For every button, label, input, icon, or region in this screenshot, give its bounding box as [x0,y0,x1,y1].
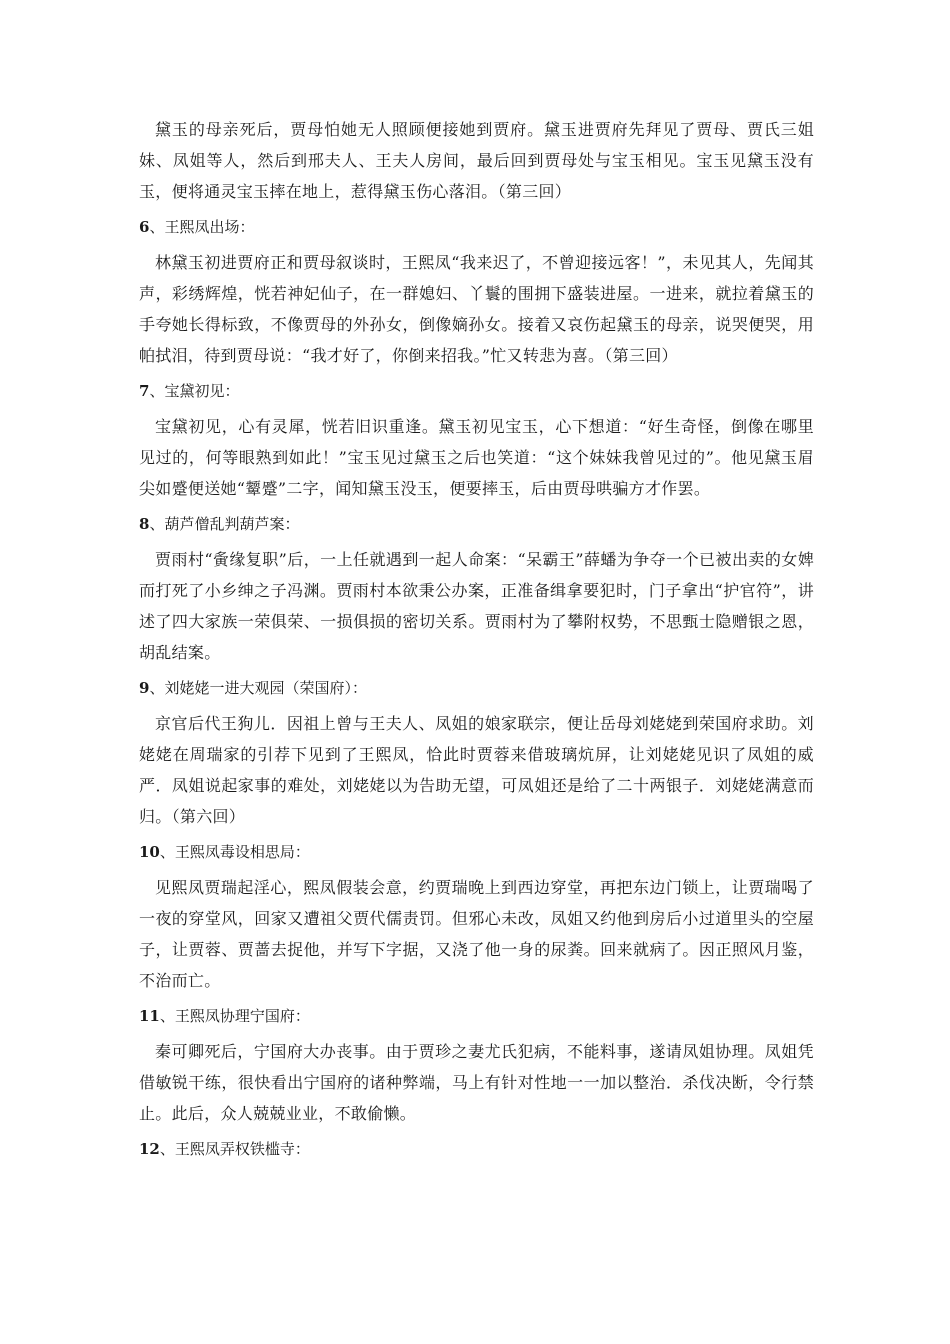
section-heading [139,674,814,702]
section-heading [139,1002,814,1030]
section-title: 、葫芦僧乱判葫芦案： [149,515,300,533]
section-title: 、王熙凤协理宁国府： [159,1007,310,1025]
section-number: 8 [139,515,150,533]
section-heading [139,838,814,866]
section-title: 、王熙凤毒设相思局： [159,843,310,861]
section-heading [139,213,814,241]
section-title: 、王熙凤弄权铁槛寺： [159,1140,310,1158]
paragraph: 见熙凤贾瑞起淫心，熙凤假装会意，约贾瑞晚上到西边穿堂，再把东边门锁上，让贾瑞喝了一夜的穿堂风，回家又遭祖父贾代儒责罚。但邪心未改，凤姐又约他到房后小过道里头的空屋子，让贾蓉、贾蔷去捉他，并写下字据，又浇了他一身的尿粪。回来就病了。因正照风月鉴，不治而亡。 [139,878,814,990]
section-number: 6 [139,218,150,236]
section-heading [139,1135,814,1163]
paragraph: 宝黛初见，心有灵犀，恍若旧识重逢。黛玉初见宝玉，心下想道：“好生奇怪，倒像在哪里见过的，何等眼熟到如此！”宝玉见过黛玉之后也笑道：“这个妹妹我曾见过的”。他见黛玉眉尖如蹙便送她“颦蹙”二字，闻知黛玉没玉，便要摔玉，后由贾母哄骗方才作罢。 [139,417,814,498]
section-number: 12 [139,1140,160,1158]
section-title: 、宝黛初见： [149,382,240,400]
paragraph: 秦可卿死后，宁国府大办丧事。由于贾珍之妻尤氏犯病，不能料事，遂请凤姐协理。凤姐凭借敏锐干练，很快看出宁国府的诸种弊端，马上有针对性地一一加以整治．杀伐决断，令行禁止。此后，众人兢兢业业，不敢偷懒。 [139,1042,814,1123]
section-number: 10 [139,843,160,861]
section-number: 7 [139,382,150,400]
document-body [139,114,814,1169]
paragraph: 林黛玉初进贾府正和贾母叙谈时，王熙凤“我来迟了，不曾迎接远客！”，未见其人，先闻其声，彩绣辉煌，恍若神妃仙子，在一群媳妇、丫鬟的围拥下盛装进屋。一进来，就拉着黛玉的手夸她长得标致，不像贾母的外孙女，倒像嫡孙女。接着又哀伤起黛玉的母亲，说哭便哭，用帕拭泪，待到贾母说：“我才好了，你倒来招我。”忙又转悲为喜。（第三回） [139,253,814,365]
paragraph: 京官后代王狗儿．因祖上曾与王夫人、凤姐的娘家联宗，便让岳母刘姥姥到荣国府求助。刘姥姥在周瑞家的引荐下见到了王熙凤，恰此时贾蓉来借玻璃炕屏，让刘姥姥见识了凤姐的威严．凤姐说起家事的难处，刘姥姥以为告助无望，可凤姐还是给了二十两银子．刘姥姥满意而归。（第六回） [139,714,814,826]
paragraph: 贾雨村“夤缘复职”后，一上任就遇到一起人命案：“呆霸王”薛蟠为争夺一个已被出卖的女婢而打死了小乡绅之子冯渊。贾雨村本欲秉公办案，正准备缉拿要犯时，门子拿出“护官符”，讲述了四大家族一荣俱荣、一损俱损的密切关系。贾雨村为了攀附权势，不思甄士隐赠银之恩，胡乱结案。 [139,550,814,662]
section-title: 、王熙凤出场： [149,218,255,236]
section-heading [139,510,814,538]
section-heading [139,377,814,405]
section-title: 、刘姥姥一进大观园（荣国府）： [149,679,367,697]
paragraph: 黛玉的母亲死后，贾母怕她无人照顾便接她到贾府。黛玉进贾府先拜见了贾母、贾氏三姐妹、凤姐等人，然后到邢夫人、王夫人房间，最后回到贾母处与宝玉相见。宝玉见黛玉没有玉，便将通灵宝玉摔在地上，惹得黛玉伤心落泪。（第三回） [139,120,814,201]
section-number: 11 [139,1007,160,1025]
section-number: 9 [139,679,150,697]
